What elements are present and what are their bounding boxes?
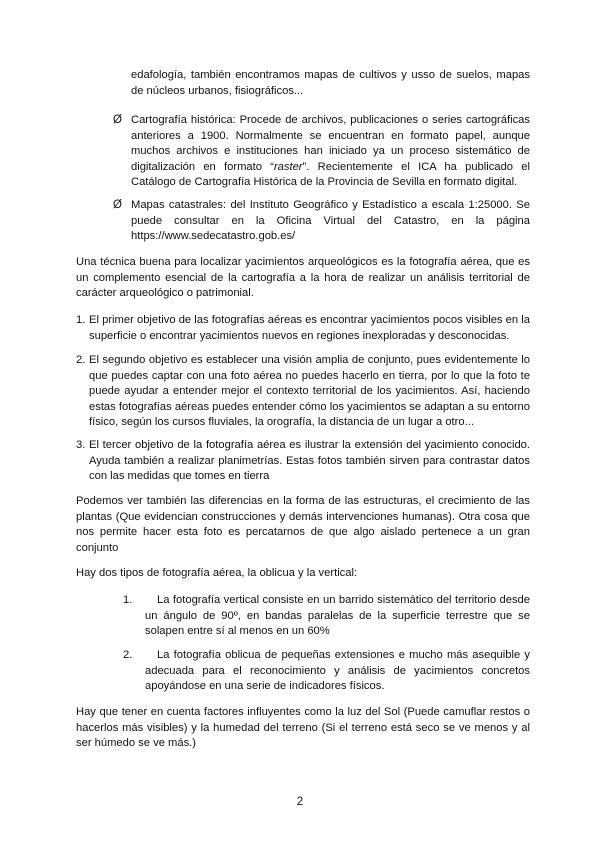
list-item-text: El tercer objetivo de la fotografía aérea es ilustrar la extensión del yacimiento conocido. Ayuda también a realizar planimetrías. Estas fotos también sirven para contrastar datos con las medidas que tomes en tierra bbox=[89, 439, 530, 483]
list-item-text: La fotografía vertical consiste en un barrido sistemático del territorio desde un ángulo de 90º, en bandas paralelas de la superficie terrestre que se solapen entre sí al menos en un 60% bbox=[145, 594, 530, 638]
bullet-mapas-catastrales bbox=[113, 198, 530, 245]
type-item-2 bbox=[123, 648, 530, 695]
list-number: 2. bbox=[76, 354, 86, 366]
type-item-1 bbox=[123, 593, 530, 640]
objective-item-3 bbox=[76, 438, 530, 485]
paragraph-differences: Podemos ver también las diferencias en la forma de las estructuras, el crecimiento de las plantas (Que evidencian construcciones y demás intervenciones humanas). Otra cosa que nos permite hacer esta foto es percatarnos de que algo aislado pertenece a un gran conjunto bbox=[76, 495, 530, 554]
italic-term: raster bbox=[273, 160, 303, 173]
bullet-arrow-icon: Ø bbox=[113, 114, 122, 126]
list-number: 2. bbox=[123, 649, 133, 661]
paragraph-factors: Hay que tener en cuenta factores influyentes como la luz del Sol (Puede camuflar restos o hacerlos más visibles) y la humedad del terreno (Si el terreno está seco se ve menos y al ser húmedo se ve más.) bbox=[76, 706, 530, 750]
list-number: 1. bbox=[123, 594, 133, 606]
bullet-cartografia-historica bbox=[113, 113, 530, 191]
objective-item-2 bbox=[76, 353, 530, 431]
list-number: 3. bbox=[76, 439, 86, 451]
page-number: 2 bbox=[296, 796, 304, 808]
list-item-text: La fotografía oblicua de pequeñas extensiones e mucho más asequible y adecuada para el reconocimiento y análisis de yacimientos concretos apoyándose en una serie de indicadores físicos. bbox=[145, 649, 530, 693]
objective-item-1 bbox=[76, 313, 530, 344]
paragraph-types: Hay dos tipos de fotografía aérea, la oblicua y la vertical: bbox=[76, 567, 358, 579]
bullet-arrow-icon: Ø bbox=[113, 199, 122, 211]
continuation-text: edafología, también encontramos mapas de cultivos y usso de suelos, mapas de núcleos urbanos, fisiográficos... bbox=[131, 69, 530, 97]
list-number: 1. bbox=[76, 314, 86, 326]
list-item-text: El segundo objetivo es establecer una visión amplia de conjunto, pues evidentemente lo que puedes captar con una foto aérea no puedes hacerlo en tierra, por lo que la foto te puede ayudar a entender mejor el contexto territorial de los yacimientos. Así, haciendo estas fotografías aéreas puedes entender cómo los yacimientos se adaptan a su entorno físico, según los cursos fluviales, la orografía, la distancia de un lugar a otro... bbox=[89, 354, 530, 429]
list-item-text: El primer objetivo de las fotografías aéreas es encontrar yacimientos pocos visibles en la superficie o encontrar yacimientos nuevos en regiones inexploradas y desconocidas. bbox=[89, 314, 530, 342]
bullet-text: Cartografía histórica: Procede de archivos, publicaciones o series cartográficas anteriores a 1900. Normalmente se encuentran en formato papel, aunque muchos archivos e instituciones han iniciado ya un proceso sistemático de digitalización en formato “raster”. Recientemente el ICA ha publicado el Catálogo de Cartografía Histórica de la Provincia de Sevilla en formato digital. bbox=[131, 114, 530, 189]
paragraph-aerial-photography: Una técnica buena para localizar yacimientos arqueológicos es la fotografía aérea, que es un complemento esencial de la cartografía a la hora de realizar un análisis territorial de carácter arqueológico o patrimonial. bbox=[76, 256, 530, 300]
bullet-text: Mapas catastrales: del Instituto Geográfico y Estadístico a escala 1:25000. Se puede consultar en la Oficina Virtual del Catastro, en la página https://www.sedecatastro.gob.es/ bbox=[131, 199, 530, 243]
